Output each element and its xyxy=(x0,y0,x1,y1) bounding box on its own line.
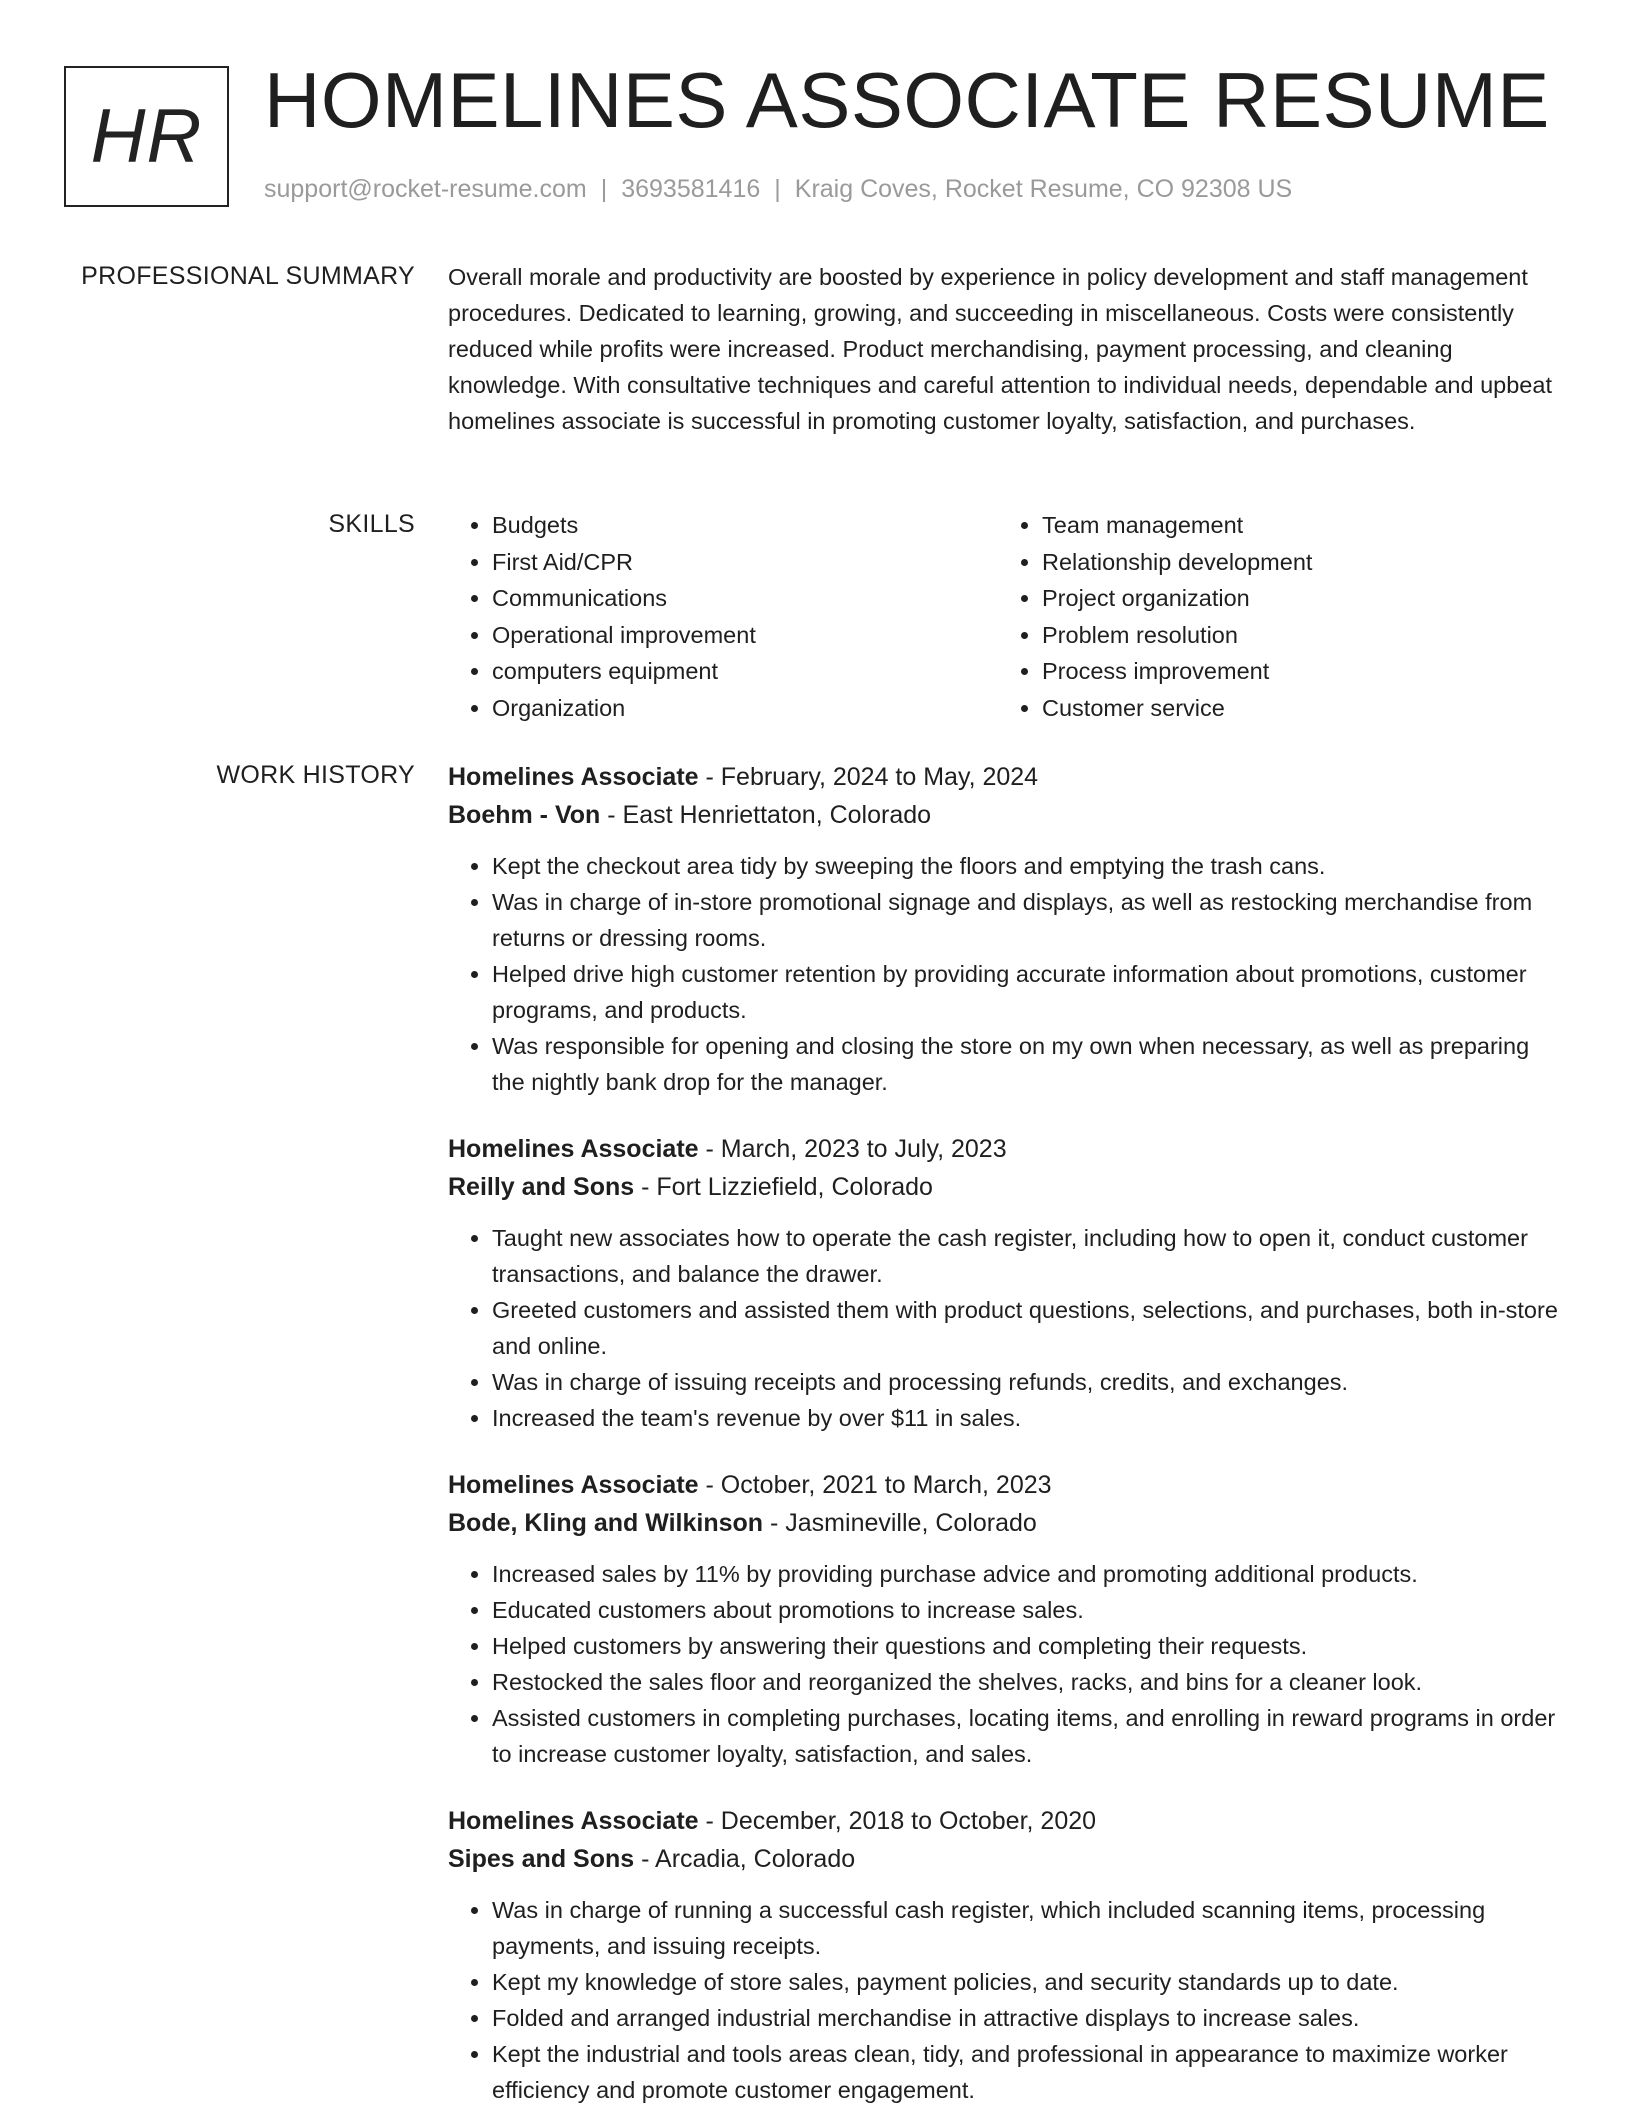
monogram-box xyxy=(64,66,229,207)
contact-address: Kraig Coves, Rocket Resume, CO 92308 US xyxy=(794,175,1293,203)
job-bullet: • Assisted customers in completing purchases, locating items, and enrolling in reward programs in order to increase customer loyalty, satisfaction, and sales. xyxy=(492,1700,1566,1772)
skill-item: • Budgets xyxy=(492,507,998,544)
skills-grid xyxy=(448,507,1566,726)
work-history-body xyxy=(448,758,1566,2112)
skills-body xyxy=(448,507,1566,726)
job-role: Homelines Associate xyxy=(448,1135,699,1163)
job-bullet: • Was in charge of in-store promotional signage and displays, as well as restocking merchandise from returns or dressing rooms. xyxy=(492,884,1566,956)
job-bullet: • Kept the checkout area tidy by sweeping the floors and emptying the trash cans. xyxy=(492,848,1566,884)
skill-item: • Relationship development xyxy=(1042,544,1548,581)
job-entry xyxy=(448,758,1566,1100)
job-dash: - xyxy=(600,801,623,829)
resume-title: HOMELINES ASSOCIATE RESUME xyxy=(264,56,1550,144)
summary-body xyxy=(448,259,1566,439)
job-bullet: • Helped drive high customer retention by providing accurate information about promotions, customer programs, and products. xyxy=(492,956,1566,1028)
summary-text: Overall morale and productivity are boosted by experience in policy development and staff management procedures. Dedicated to learning, growing, and succeeding in miscellaneous. Costs were consistently reduced while profits were increased. Product merchandising, payment processing, and cleaning knowledge. With consultative techniques and careful attention to individual needs, dependable and upbeat homelines associate is successful in promoting customer loyalty, satisfaction, and purchases. xyxy=(448,264,1552,434)
work-history-heading: WORK HISTORY xyxy=(216,761,415,789)
contact-email[interactable]: support@rocket-resume.com xyxy=(264,175,587,203)
contact-separator: | xyxy=(600,175,608,203)
summary-heading: PROFESSIONAL SUMMARY xyxy=(81,262,415,290)
job-bullet: • Educated customers about promotions to increase sales. xyxy=(492,1592,1566,1628)
skill-item: • Communications xyxy=(492,580,998,617)
job-company-line xyxy=(448,1840,1566,1878)
job-bullet: • Greeted customers and assisted them with product questions, selections, and purchases, both in-store and online. xyxy=(492,1292,1566,1364)
job-bullet: • Restocked the sales floor and reorganized the shelves, racks, and bins for a cleaner look. xyxy=(492,1664,1566,1700)
job-company-line xyxy=(448,1504,1566,1542)
job-dash: - xyxy=(698,763,721,791)
job-bullets xyxy=(448,848,1566,1100)
job-dash: - xyxy=(698,1471,721,1499)
skill-item: • Team management xyxy=(1042,507,1548,544)
skill-item: • First Aid/CPR xyxy=(492,544,998,581)
job-bullets xyxy=(448,1220,1566,1436)
job-dates: March, 2023 to July, 2023 xyxy=(720,1135,1007,1163)
job-location: Arcadia, Colorado xyxy=(655,1845,856,1873)
monogram-initials: HR xyxy=(90,93,203,179)
job-bullets xyxy=(448,1892,1566,2108)
job-title-line xyxy=(448,758,1566,796)
skill-item: • Operational improvement xyxy=(492,617,998,654)
job-bullet: • Taught new associates how to operate the cash register, including how to open it, conduct customer transactions, and balance the drawer. xyxy=(492,1220,1566,1292)
contact-separator: | xyxy=(774,175,781,203)
job-dash: - xyxy=(634,1173,657,1201)
job-dates: February, 2024 to May, 2024 xyxy=(720,763,1039,791)
job-bullet: • Increased sales by 11% by providing purchase advice and promoting additional products. xyxy=(492,1556,1566,1592)
job-role: Homelines Associate xyxy=(448,763,699,791)
job-title-line xyxy=(448,1130,1566,1168)
skills-list-right xyxy=(998,507,1548,726)
job-bullet: • Helped customers by answering their questions and completing their requests. xyxy=(492,1628,1566,1664)
skill-item: • Problem resolution xyxy=(1042,617,1548,654)
skills-list-left xyxy=(448,507,998,726)
job-bullet: • Folded and arranged industrial merchandise in attractive displays to increase sales. xyxy=(492,2000,1566,2036)
job-dates: December, 2018 to October, 2020 xyxy=(720,1807,1097,1835)
job-bullet: • Kept my knowledge of store sales, payment policies, and security standards up to date. xyxy=(492,1964,1566,2000)
job-bullet: • Was in charge of running a successful cash register, which included scanning items, processing payments, and issuing receipts. xyxy=(492,1892,1566,1964)
job-bullets xyxy=(448,1556,1566,1772)
job-company: Reilly and Sons xyxy=(448,1173,635,1201)
job-role: Homelines Associate xyxy=(448,1807,699,1835)
job-company: Sipes and Sons xyxy=(448,1845,635,1873)
skill-item: • computers equipment xyxy=(492,653,998,690)
job-company-line xyxy=(448,796,1566,834)
job-title-line xyxy=(448,1802,1566,1840)
job-bullet: • Was responsible for opening and closing the store on my own when necessary, as well as preparing the nightly bank drop for the manager. xyxy=(492,1028,1566,1100)
job-bullet: • Was in charge of issuing receipts and processing refunds, credits, and exchanges. xyxy=(492,1364,1566,1400)
job-bullet: • Kept the industrial and tools areas clean, tidy, and professional in appearance to maximize worker efficiency and promote customer engagement. xyxy=(492,2036,1566,2108)
job-dash: - xyxy=(698,1135,721,1163)
job-location: East Henriettaton, Colorado xyxy=(622,801,932,829)
job-company: Boehm - Von xyxy=(448,801,601,829)
job-entry xyxy=(448,1466,1566,1772)
job-location: Jasmineville, Colorado xyxy=(785,1509,1037,1537)
job-title-line xyxy=(448,1466,1566,1504)
contact-line xyxy=(264,174,1292,204)
job-company-line xyxy=(448,1168,1566,1206)
job-entry xyxy=(448,1130,1566,1436)
job-dash: - xyxy=(634,1845,656,1873)
skill-item: • Process improvement xyxy=(1042,653,1548,690)
job-dash: - xyxy=(763,1509,786,1537)
job-dates: October, 2021 to March, 2023 xyxy=(720,1471,1052,1499)
skill-item: • Project organization xyxy=(1042,580,1548,617)
contact-phone[interactable]: 3693581416 xyxy=(621,175,761,203)
job-bullet: • Increased the team's revenue by over $11 in sales. xyxy=(492,1400,1566,1436)
job-entry xyxy=(448,1802,1566,2108)
skill-item: • Customer service xyxy=(1042,690,1548,727)
job-dash: - xyxy=(698,1807,721,1835)
job-location: Fort Lizziefield, Colorado xyxy=(656,1173,933,1201)
job-role: Homelines Associate xyxy=(448,1471,699,1499)
job-company: Bode, Kling and Wilkinson xyxy=(448,1509,764,1537)
skill-item: • Organization xyxy=(492,690,998,727)
skills-heading: SKILLS xyxy=(328,510,415,538)
